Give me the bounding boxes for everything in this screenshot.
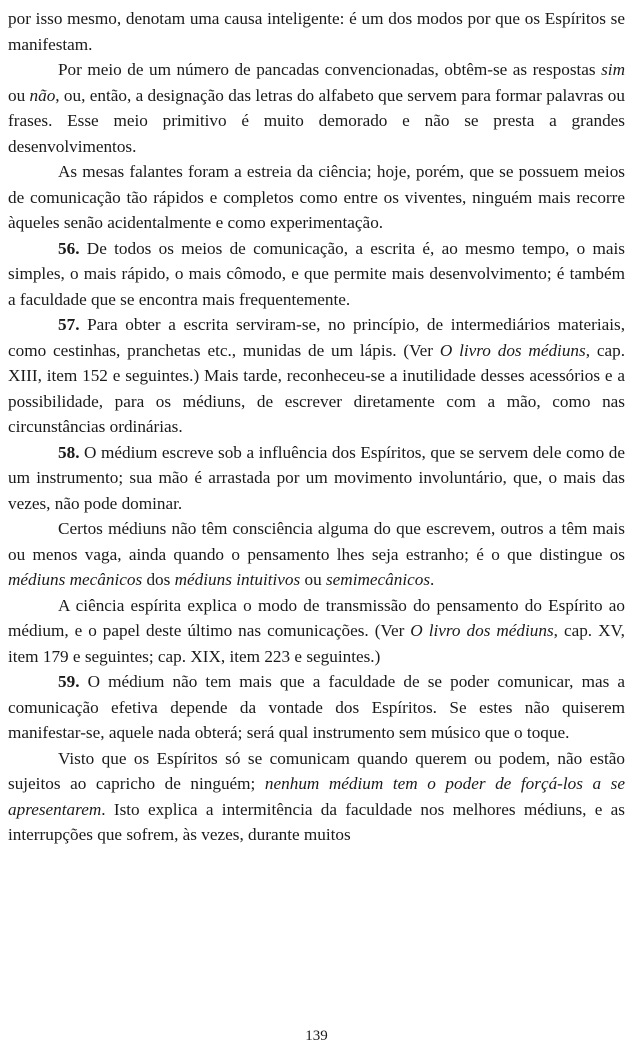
paragraph bbox=[8, 516, 625, 593]
text-run: O médium não tem mais que a faculdade de se poder comunicar, mas a comunicação efetiva depende da vontade dos Espíritos. Se estes não quiserem manifestar-se, aquele nada obterá; será qual instrumento sem músico que o toque. bbox=[8, 672, 625, 742]
italic-text: O livro dos médiuns bbox=[439, 340, 586, 360]
paragraph bbox=[8, 440, 625, 517]
italic-text: médiuns intuitivos bbox=[174, 570, 301, 589]
text-run: Visto que os Espíritos só se comunicam quando querem ou podem, não estão sujeitos ao capricho de ninguém; bbox=[8, 748, 625, 793]
paragraph bbox=[8, 593, 625, 670]
text-run: dos bbox=[142, 570, 175, 589]
paragraphs-container bbox=[8, 6, 625, 848]
item-number: 59. bbox=[58, 672, 80, 691]
paragraph bbox=[8, 312, 625, 440]
text-run: . Isto explica a intermitência da faculdade nos melhores médiuns, e as interrupções que sofrem, às vezes, durante muitos bbox=[8, 799, 625, 844]
italic-text: O livro dos médiuns bbox=[410, 621, 554, 640]
text-run: O médium escreve sob a influência dos Espíritos, que se servem dele como de um instrumento; sua mão é arrastada por um movimento involuntário, que, o mais das vezes, não pode dominar. bbox=[8, 442, 625, 513]
italic-text: médiuns mecânicos bbox=[8, 570, 143, 589]
item-number: 57. bbox=[58, 315, 80, 334]
text-run: Por meio de um número de pancadas convencionadas, obtêm-se as respostas bbox=[58, 60, 602, 79]
text-run: , cap. XIII, item 152 e seguintes.) Mais tarde, reconheceu-se a inutilidade desses acessórios e a possibilidade, para os médiuns, de escrever diretamente com a mão, como nas circunstâncias ordinárias. bbox=[8, 340, 625, 436]
italic-text: não bbox=[29, 85, 56, 105]
text-run: por isso mesmo, denotam uma causa inteligente: é um dos modos por que os Espíritos se manifestam. bbox=[8, 9, 625, 54]
paragraph bbox=[8, 669, 625, 746]
paragraph bbox=[8, 159, 625, 236]
text-run: A ciência espírita explica o modo de transmissão do pensamento do Espírito ao médium, e o papel deste último nas comunicações. (Ver bbox=[8, 595, 625, 640]
paragraph bbox=[8, 57, 625, 159]
text-run: . bbox=[430, 570, 435, 589]
text-run: Para obter a escrita serviram-se, no princípio, de intermediários materiais, como cestinhas, pranchetas etc., munidas de um lápis. (Ver bbox=[8, 315, 625, 360]
text-run: De todos os meios de comunicação, a escrita é, ao mesmo tempo, o mais simples, o mais rápido, o mais cômodo, e que permite mais desenvolvimento; é também a faculdade que se encontra mais frequentemente. bbox=[8, 238, 625, 309]
italic-text: nenhum médium tem o poder de forçá-los a se apresentarem bbox=[8, 774, 625, 819]
text-run: , cap. XV, item 179 e seguintes; cap. XIX, item 223 e seguintes.) bbox=[8, 621, 625, 666]
text-run: ou bbox=[300, 570, 326, 589]
item-number: 56. bbox=[58, 238, 80, 258]
italic-text: sim bbox=[601, 60, 625, 79]
page-body bbox=[8, 6, 625, 848]
page-number: 139 bbox=[305, 1028, 328, 1044]
text-run: , ou, então, a designação das letras do alfabeto que servem para formar palavras ou frases. Esse meio primitivo é muito demorado e não se presta a grandes desenvolvimentos. bbox=[8, 85, 625, 156]
text-run: As mesas falantes foram a estreia da ciência; hoje, porém, que se possuem meios de comunicação tão rápidos e completos como entre os viventes, ninguém mais recorre àqueles senão acidentalmente e como experimentação. bbox=[8, 162, 625, 232]
paragraph bbox=[8, 236, 625, 313]
text-run: Certos médiuns não têm consciência alguma do que escrevem, outros a têm mais ou menos vaga, ainda quando o pensamento lhes seja estranho; é o que distingue os bbox=[8, 519, 625, 564]
item-number: 58. bbox=[58, 442, 80, 462]
paragraph bbox=[8, 6, 625, 57]
paragraph bbox=[8, 746, 625, 848]
text-run: ou bbox=[8, 85, 30, 105]
italic-text: semimecânicos bbox=[325, 570, 431, 589]
